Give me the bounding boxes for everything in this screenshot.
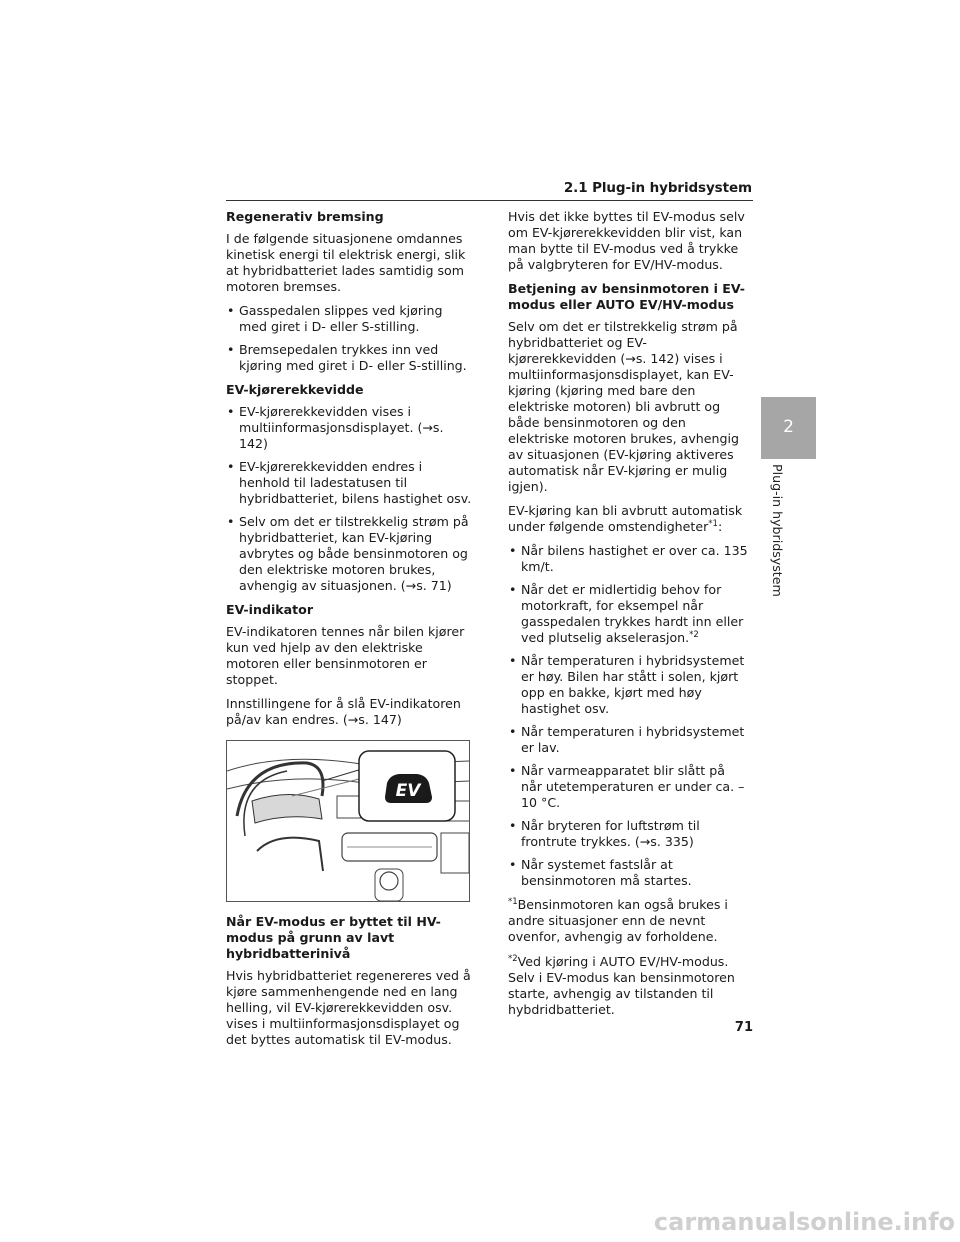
paragraph-text: EV-kjøring kan bli avbrutt automatisk under følgende omstendigheter	[508, 503, 743, 534]
list-item: • Når varmeapparatet blir slått på når utetemperaturen er under ca. –10 °C.	[508, 763, 748, 811]
heading-hv-mode-switch: Når EV-modus er byttet til HV-modus på grunn av lavt hybridbatterinivå	[226, 914, 441, 961]
list-item: • Selv om det er tilstrekkelig strøm på hybridbatteriet, kan EV-kjøring avbrytes og både bensinmotoren og den elektriske motoren brukes, avhengig av situasjonen. (→s. 71)	[226, 514, 472, 594]
paragraph: Hvis hybridbatteriet regenereres ved å kjøre sammenhengende ned en lang helling, vil EV-kjørerekkevidden osv. vises i multiinformasjonsdisplayet og det byttes automatisk til EV-modus.	[226, 968, 471, 1047]
list-item-text: Når det er midlertidig behov for motorkraft, for eksempel når gasspedalen trykkes hardt inn eller ved plutselig akselerasjon.	[521, 582, 744, 645]
list-item: • Når systemet fastslår at bensinmotoren må startes.	[508, 857, 748, 889]
footnote-ref: *2	[689, 630, 699, 640]
watermark: carmanualsonline.info	[653, 1208, 955, 1236]
heading-engine-operation: Betjening av bensinmotoren i EV-modus eller AUTO EV/HV-modus	[508, 281, 745, 312]
paragraph: EV-indikatoren tennes når bilen kjører kun ved hjelp av den elektriske motoren eller bensinmotoren er stoppet.	[226, 624, 465, 687]
list-item: • Når temperaturen i hybridsystemet er lav.	[508, 724, 748, 756]
footnote-ref: *1	[708, 519, 718, 529]
footnote-mark: *1	[508, 897, 518, 907]
left-column	[226, 209, 472, 1056]
chapter-label: Plug-in hybridsystem	[770, 464, 785, 597]
chapter-number: 2	[783, 417, 794, 437]
list-item: • Bremsepedalen trykkes inn ved kjøring med giret i D- eller S-stilling.	[226, 342, 472, 374]
list-item: • Gasspedalen slippes ved kjøring med giret i D- eller S-stilling.	[226, 303, 472, 335]
list-item	[508, 582, 748, 646]
chapter-tab	[761, 397, 816, 459]
right-column	[508, 209, 748, 1027]
dashboard-illustration	[226, 740, 470, 902]
bullet-list	[226, 404, 472, 594]
list-item: • EV-kjørerekkevidden endres i henhold til ladestatusen til hybridbatteriet, bilens hastighet osv.	[226, 459, 472, 507]
footnote	[508, 897, 748, 945]
paragraph: I de følgende situasjonene omdannes kinetisk energi til elektrisk energi, slik at hybridbatteriet lades samtidig som motoren bremses.	[226, 231, 466, 294]
paragraph: Innstillingene for å slå EV-indikatoren på/av kan endres. (→s. 147)	[226, 696, 461, 727]
paragraph	[508, 503, 748, 535]
paragraph: Hvis det ikke byttes til EV-modus selv om EV-kjørerekkevidden blir vist, kan man bytte til EV-modus ved å trykke på valgbryteren for EV/HV-modus.	[508, 209, 745, 272]
footnote-mark: *2	[508, 954, 518, 964]
bullet-list	[508, 543, 748, 889]
list-item: • Når bilens hastighet er over ca. 135 km/t.	[508, 543, 748, 575]
heading-ev-indicator: EV-indikator	[226, 602, 314, 617]
ev-indicator-label: EV	[395, 781, 421, 801]
list-item: • Når temperaturen i hybridsystemet er høy. Bilen har stått i solen, kjørt opp en bakke, kjørt med høy hastighet osv.	[508, 653, 748, 717]
footnote	[508, 954, 748, 1018]
bullet-list	[226, 303, 472, 374]
heading-ev-range: EV-kjørerekkevidde	[226, 382, 364, 397]
paragraph-end: :	[717, 519, 723, 534]
list-item: • EV-kjørerekkevidden vises i multiinformasjonsdisplayet. (→s. 142)	[226, 404, 472, 452]
footnote-text: Bensinmotoren kan også brukes i andre situasjoner enn de nevnt ovenfor, avhengig av forholdene.	[508, 897, 728, 944]
heading-regenerative-braking: Regenerativ bremsing	[226, 209, 384, 224]
section-header: 2.1 Plug-in hybridsystem	[563, 180, 752, 196]
list-item: • Når bryteren for luftstrøm til frontrute trykkes. (→s. 335)	[508, 818, 748, 850]
page-number: 71	[734, 1020, 753, 1035]
dashboard-drawing	[227, 741, 469, 901]
footnote-text: Ved kjøring i AUTO EV/HV-modus. Selv i EV-modus kan bensinmotoren starte, avhengig av tilstanden til hybdridbatteriet.	[508, 954, 735, 1017]
paragraph: Selv om det er tilstrekkelig strøm på hybridbatteriet og EV-kjørerekkevidden (→s. 142) vises i multiinformasjonsdisplayet, kan EV-kjøring (kjøring med bare den elektriske motoren) bli avbrutt og både bensinmotoren og den elektriske motoren brukes, avhengig av situasjonen (EV-kjøring aktiveres automatisk når EV-kjøring er mulig igjen).	[508, 319, 739, 494]
header-rule	[226, 200, 753, 201]
